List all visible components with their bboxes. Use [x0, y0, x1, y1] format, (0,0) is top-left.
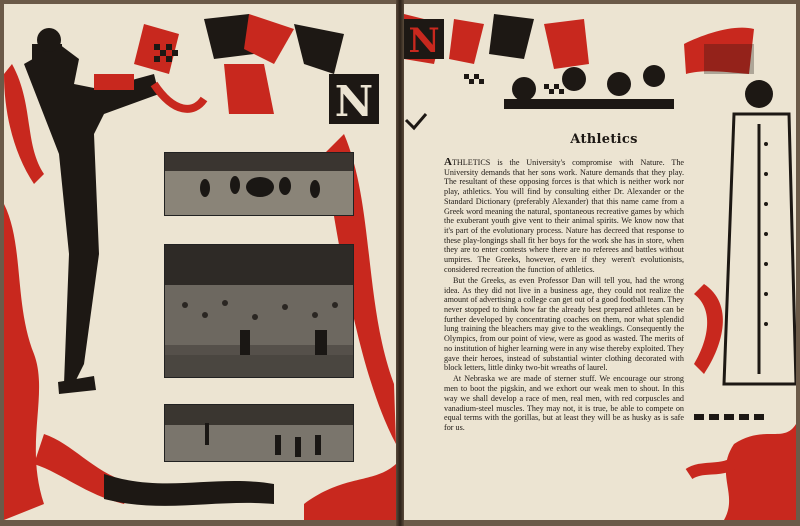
photo-crowd-bleachers [164, 244, 354, 378]
article-body [444, 158, 684, 434]
photo-football-scrimmage [164, 152, 354, 216]
article-paragraph-2: But the Greeks, as even Professor Dan will tell you, had the wrong idea. As they did not live in a business age, they could not realize the amount of advertising a college can get out of a good football team. They never stopped to think how far the already best prepared athletes can be further developed by concentrating coaches on them, nor what splendid lung training the bleachers may give to the weaklings. Consequently the Olympics, from our point of view, were as good as wasted. The merits of no institution of higher learning were in any wise thereby exploited. They gave their heroes, instead of substantial winter clothing decorated with block letters, little dinky two-bit wreaths of laurel. [444, 275, 684, 373]
book-gutter [396, 0, 404, 526]
article-paragraph-1: ATHLETICS is the University's compromise with Nature. The University demands that her sons work. Nature demands that they play. The resultant of these opposing forces is that which is neither work nor play, athletics. You will find by consulting either Dr. Alexander or the Standard Dictionary (preferably Alexander) that this name came from a Greek word meaning the natural, spontaneous recreative games by which the exuberant youth give vent to their animal spirits. We know now that it's part of the evolutionary process. Nature has decreed that response to these play-longings shall fit her boys for the work she has in store, when they are to enter contests where there are no referees and battles without umpires. The Greeks, however, even if they weren't evolutionists, considered recreation the function of athletics. [444, 156, 684, 274]
dropcap: A [444, 156, 452, 168]
left-page [4, 4, 396, 520]
page-title: Athletics [570, 132, 638, 147]
right-banner-letter: N [408, 21, 440, 61]
photo-track-hurdles [164, 404, 354, 462]
right-page [404, 4, 796, 520]
left-banner-letter: N [334, 77, 374, 126]
article-paragraph-3: At Nebraska we are made of sterner stuff. We encourage our strong men to boot the pigskin, and we exhort our weak men to shout. In this way we shall develop a race of men, real men, with red corpuscles and vanadium-steel muscles. They may not, it is true, be able to compete on equal terms with the gorillas, but at least they will be as husky as is safe for us. [444, 374, 684, 432]
